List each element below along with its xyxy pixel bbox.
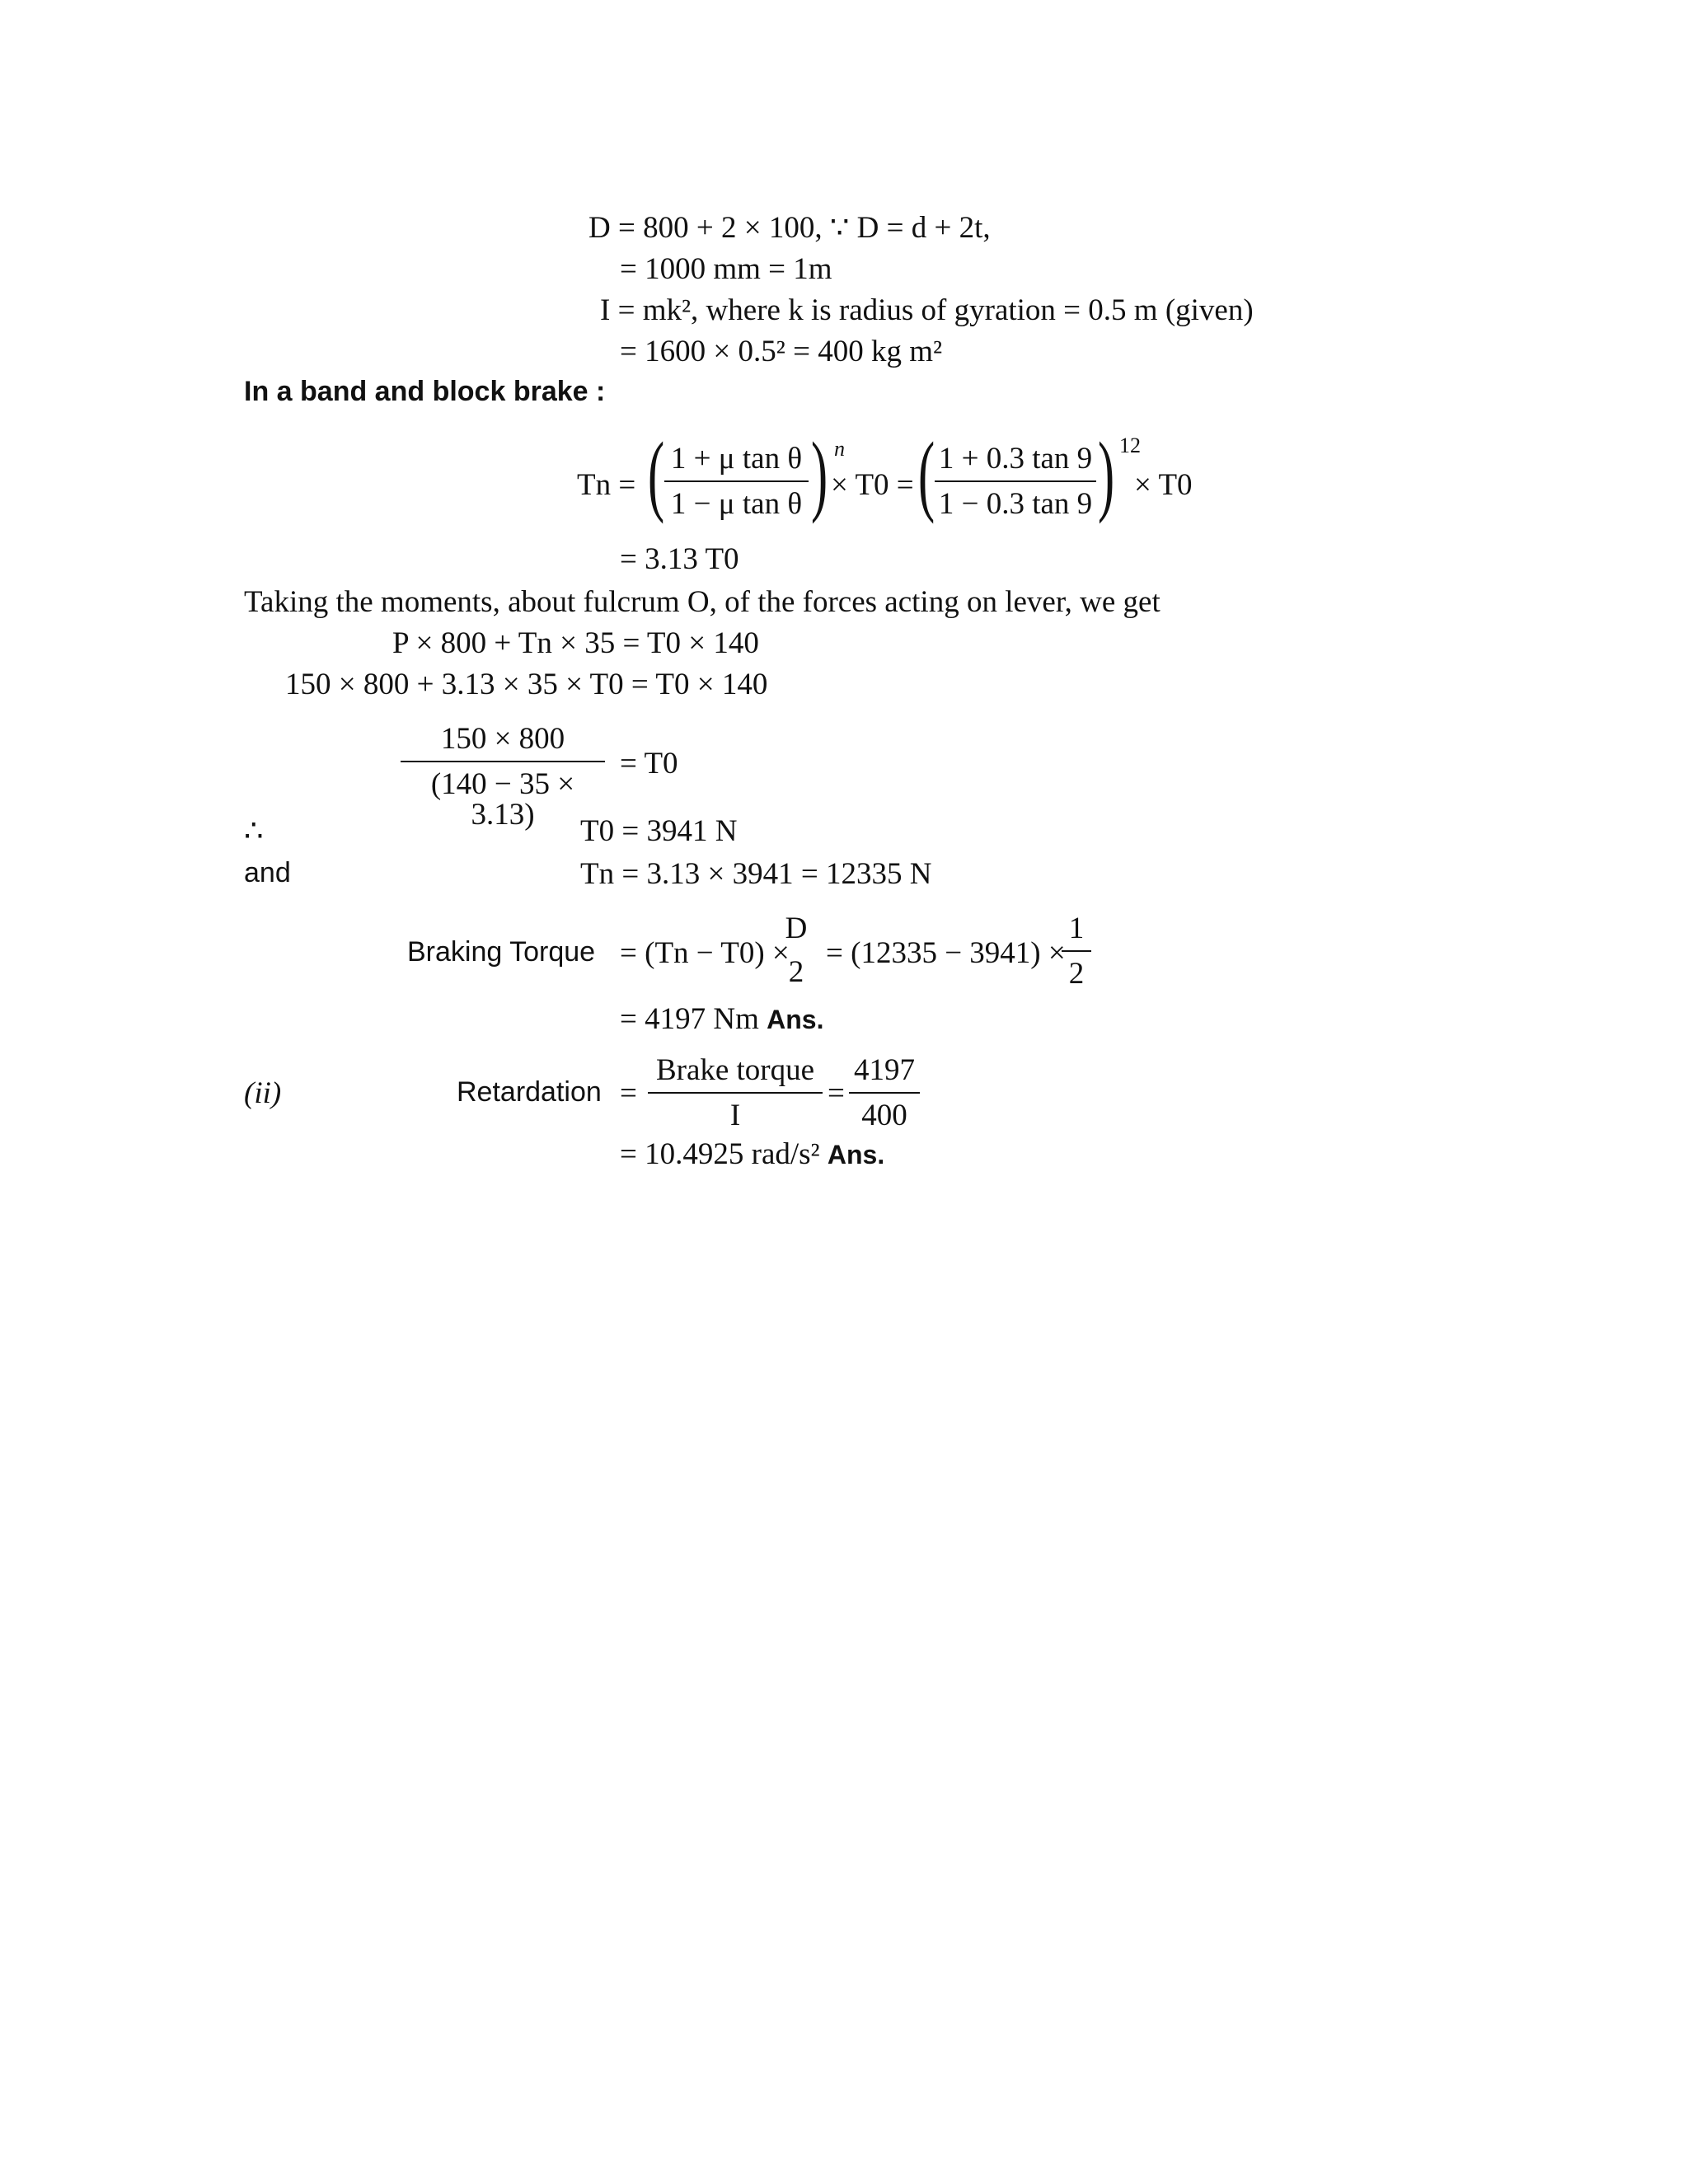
answer-label-2: Ans.: [827, 1140, 885, 1169]
braking-torque-result: [620, 1004, 823, 1034]
retardation-result: [620, 1139, 884, 1169]
braking-torque-fraction-2: [1062, 913, 1091, 989]
tn-lhs: Tn =: [577, 468, 636, 502]
tn-fraction-1-numerator: 1 + μ tan θ: [670, 442, 803, 476]
retardation-fraction-1-denominator: I: [648, 1092, 823, 1131]
retardation-label: Retardation: [457, 1076, 602, 1108]
t0-fraction-numerator: 150 × 800: [440, 722, 565, 756]
left-paren-1: (: [648, 424, 665, 524]
bt-fraction-1-denominator: 2: [788, 955, 804, 989]
section-heading: In a band and block brake :: [244, 376, 606, 407]
diameter-equation: D = 800 + 2 × 100, ∵ D = d + 2t,: [588, 211, 991, 245]
tn-fraction-2-denominator: 1 − 0.3 tan 9: [935, 480, 1096, 519]
tn-fraction-1-denominator: 1 − μ tan θ: [664, 480, 809, 519]
tn-exponent-1: n: [834, 437, 845, 461]
moments-sentence: Taking the moments, about fulcrum O, of the forces acting on lever, we get: [244, 585, 1160, 619]
bt-fraction-2-denominator: 2: [1062, 950, 1091, 989]
braking-torque-eq1: = (Tn − T0) ×: [620, 936, 790, 970]
tn-fraction-2-numerator: 1 + 0.3 tan 9: [938, 442, 1093, 476]
retardation-fraction-1: [648, 1055, 823, 1131]
inertia-value: = 1600 × 0.5² = 400 kg m²: [620, 335, 943, 368]
t0-fraction: [401, 724, 605, 830]
bt-fraction-2-numerator: 1: [1068, 912, 1085, 945]
t0-result: T0 = 3941 N: [580, 814, 738, 848]
moment-equation-1: P × 800 + Tn × 35 = T0 × 140: [392, 626, 759, 660]
retardation-fraction-2: [849, 1055, 920, 1131]
t0-fraction-rhs: = T0: [620, 747, 678, 780]
diameter-value: = 1000 mm = 1m: [620, 252, 832, 286]
tn-final: Tn = 3.13 × 3941 = 12335 N: [580, 857, 932, 891]
part-ii-label: (ii): [244, 1076, 282, 1110]
braking-torque-fraction-1: [781, 913, 811, 987]
left-paren-2: (: [918, 424, 935, 524]
tn-fraction-2: [935, 443, 1096, 519]
tn-exponent-2: 12: [1119, 434, 1141, 457]
therefore-symbol: ∴: [244, 814, 264, 848]
retardation-value: = 10.4925 rad/s²: [620, 1137, 820, 1171]
answer-label-1: Ans.: [767, 1005, 824, 1034]
right-paren-1: ): [811, 424, 828, 524]
retardation-fraction-1-numerator: Brake torque: [655, 1053, 815, 1087]
tn-result: = 3.13 T0: [620, 542, 739, 576]
retardation-eq2: =: [828, 1076, 845, 1110]
tn-fraction-1: [664, 443, 809, 519]
braking-torque-eq2: = (12335 − 3941) ×: [826, 936, 1066, 970]
braking-torque-value: = 4197 Nm: [620, 1002, 759, 1036]
inertia-equation: I = mk², where k is radius of gyration = 0.5 m (given): [600, 293, 1254, 327]
retardation-eq: =: [620, 1076, 637, 1110]
retardation-fraction-2-numerator: 4197: [854, 1053, 915, 1087]
tn-middle: × T0 =: [831, 468, 914, 502]
t0-fraction-denominator: (140 − 35 × 3.13): [401, 761, 605, 830]
braking-torque-label: Braking Torque: [407, 936, 596, 968]
moment-equation-2: 150 × 800 + 3.13 × 35 × T0 = T0 × 140: [285, 668, 768, 701]
and-label: and: [244, 857, 291, 888]
bt-fraction-1-numerator: D: [785, 912, 808, 945]
retardation-fraction-2-denominator: 400: [849, 1092, 920, 1131]
tn-tail: × T0: [1134, 468, 1193, 502]
right-paren-2: ): [1098, 424, 1115, 524]
